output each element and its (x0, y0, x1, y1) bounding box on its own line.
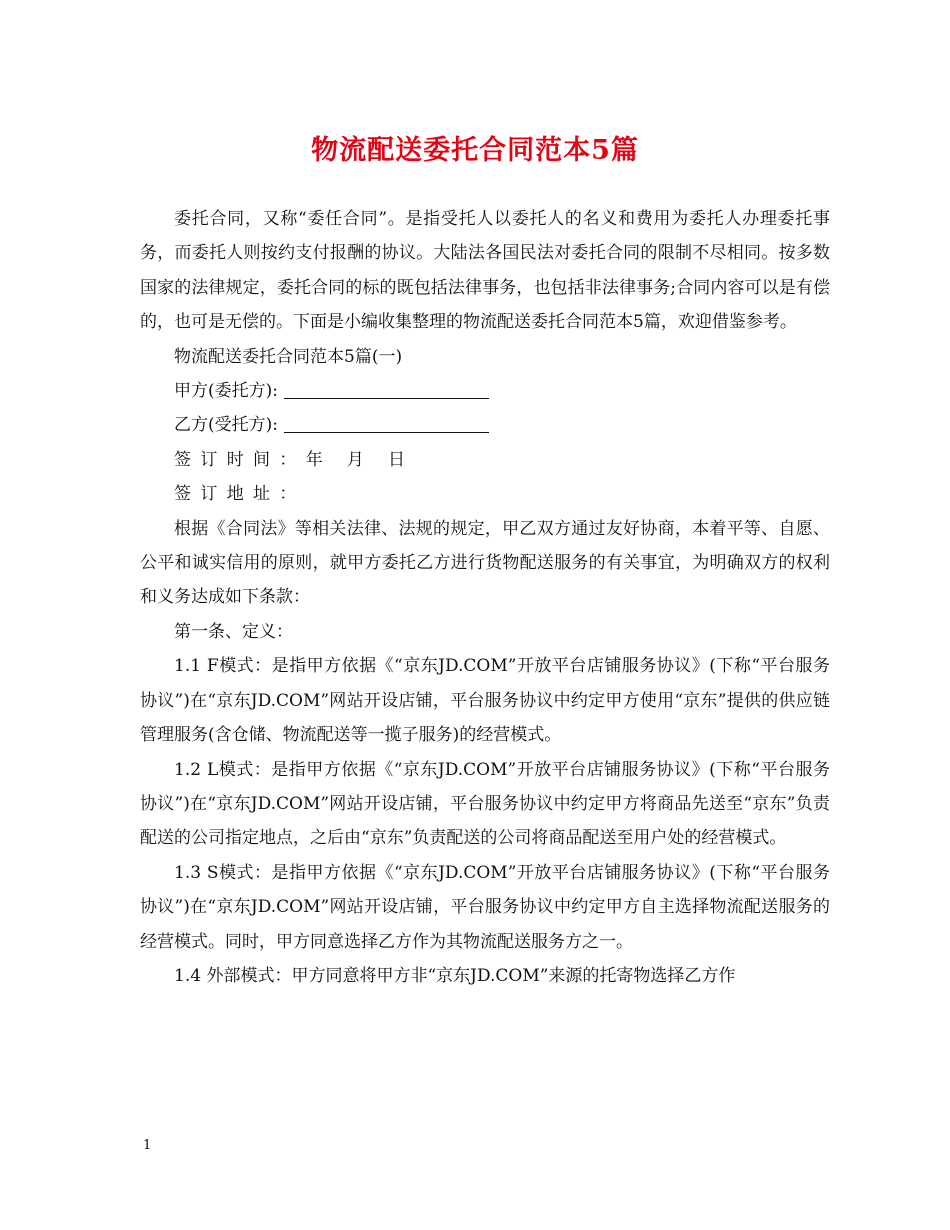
party-b-label: 乙方(受托方): (174, 415, 278, 436)
party-a-blank (284, 380, 489, 399)
intro-paragraph: 委托合同，又称“委任合同”。是指受托人以委托人的名义和费用为委托人办理委托事务，而委托人则按约支付报酬的协议。大陆法各国民法对委托合同的限制不尽相同。按多数国家的法律规定，委托合同的标的既包括法律事务，也包括非法律事务;合同内容可以是有偿的，也可是无偿的。下面是小编收集整理的物流配送委托合同范本5篇，欢迎借鉴参考。 (140, 209, 830, 333)
sign-time-label: 签订时间： (174, 449, 306, 470)
sign-place-line (140, 477, 830, 511)
clause-1-1: 1.1 F模式：是指甲方依据《“京东JD.COM”开放平台店铺服务协议》(下称“平台服务协议”)在“京东JD.COM”网站开设店铺，平台服务协议中约定甲方使用“京东”提供的供应链管理服务(含仓储、物流配送等一揽子服务)的经营模式。 (140, 656, 830, 746)
clause-1-2: 1.2 L模式：是指甲方依据《“京东JD.COM”开放平台店铺服务协议》(下称“平台服务协议”)在“京东JD.COM”网站开设店铺，平台服务协议中约定甲方将商品先送至“京东”负责配送的公司指定地点，之后由“京东”负责配送的公司将商品配送至用户处的经营模式。 (140, 759, 830, 849)
party-b-line (140, 408, 830, 442)
sign-time-line (140, 443, 830, 477)
document-body (140, 202, 830, 993)
page-number: 1 (143, 1138, 152, 1153)
clause-1-3: 1.3 S模式：是指甲方依据《“京东JD.COM”开放平台店铺服务协议》(下称“平台服务协议”)在“京东JD.COM”网站开设店铺，平台服务协议中约定甲方自主选择物流配送服务的经营模式。同时，甲方同意选择乙方作为其物流配送服务方之一。 (140, 862, 830, 952)
article1-heading: 第一条、定义： (174, 621, 293, 642)
party-b-blank (284, 414, 489, 433)
basis-paragraph: 根据《合同法》等相关法律、法规的规定，甲乙双方通过友好协商，本着平等、自愿、公平和诚实信用的原则，就甲方委托乙方进行货物配送服务的有关事宜，为明确双方的权利和义务达成如下条款： (140, 518, 830, 608)
document-title: 物流配送委托合同范本5篇 (311, 135, 639, 166)
sign-time-value: 年 月 日 (305, 449, 415, 470)
sign-place-label: 签订地址： (174, 484, 306, 505)
clause-1-4: 1.4 外部模式：甲方同意将甲方非“京东JD.COM”来源的托寄物选择乙方作 (174, 965, 736, 986)
party-a-label: 甲方(委托方): (174, 381, 278, 402)
party-a-line (140, 374, 830, 408)
section-heading: 物流配送委托合同范本5篇(一) (174, 346, 403, 367)
